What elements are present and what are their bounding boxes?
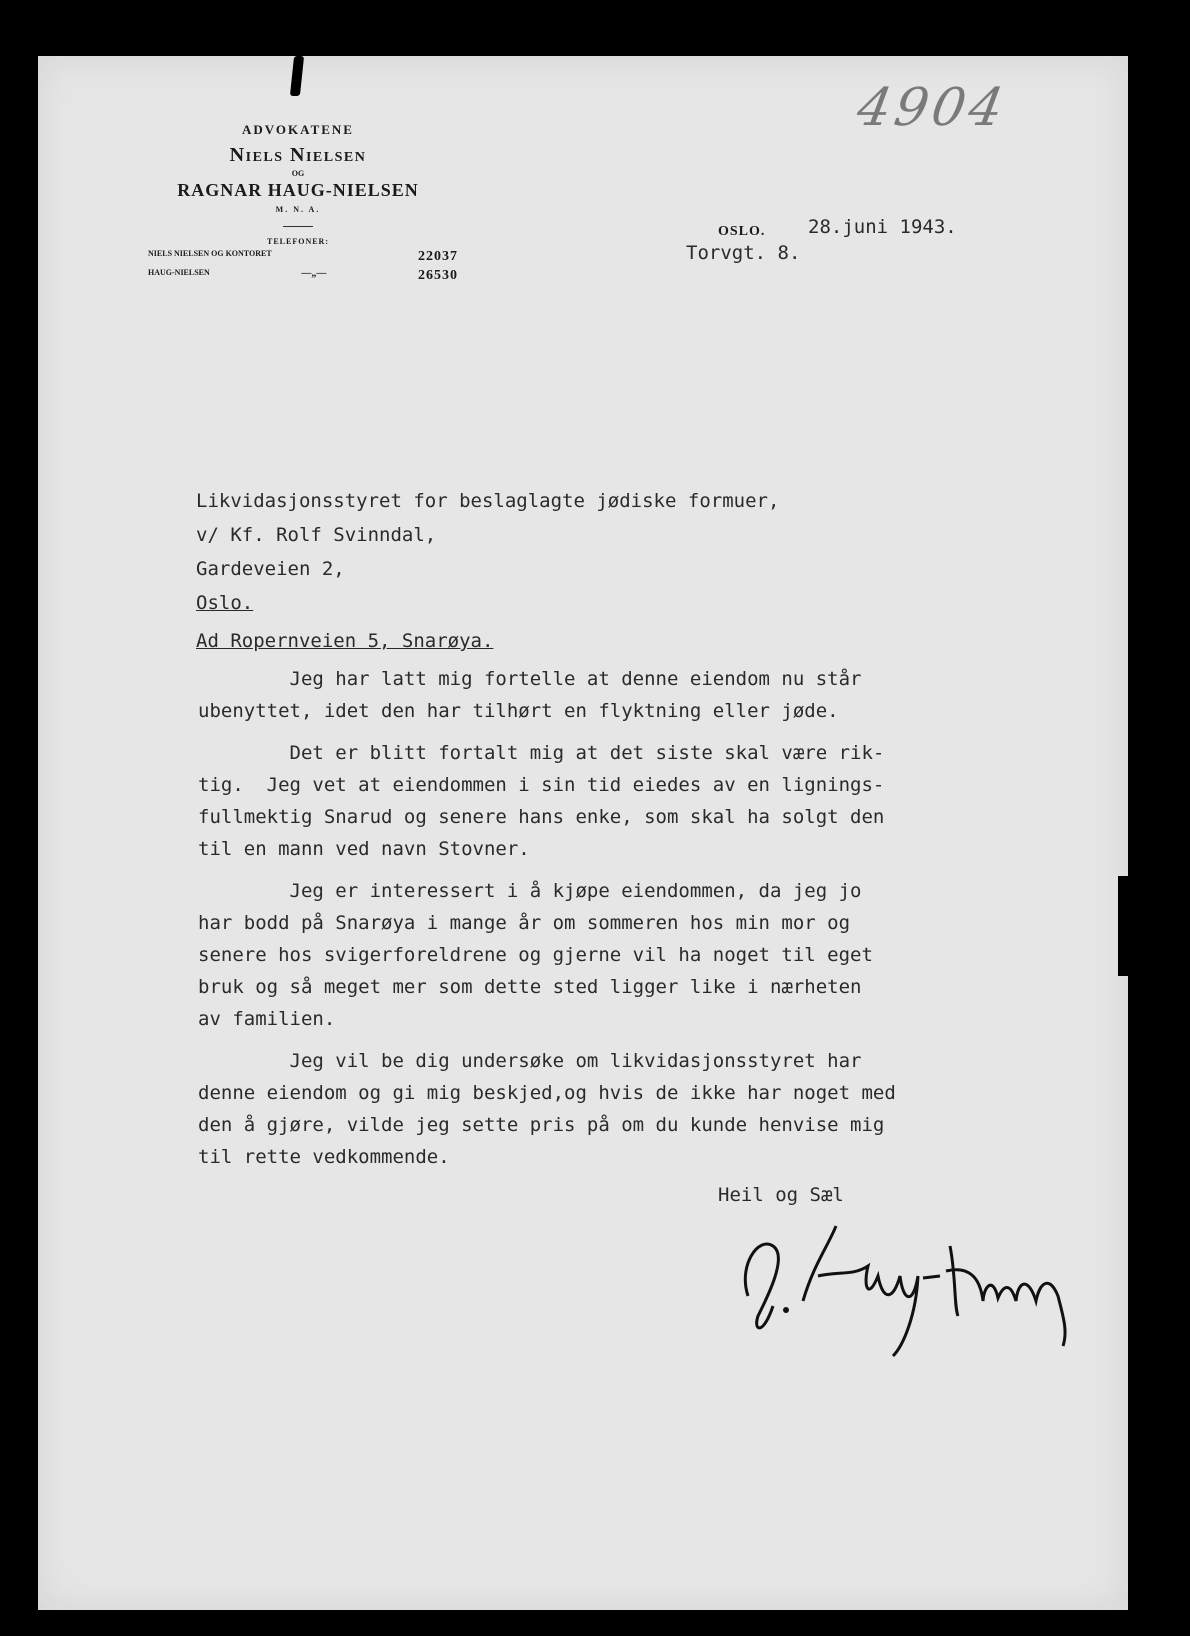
letterhead [128,122,468,284]
binding-mark [290,56,304,96]
body-line: fullmektig Snarud og senere hans enke, som skal ha solgt den [198,806,885,828]
letter-page [38,56,1128,1610]
phone-label: HAUG-NIELSEN [148,268,210,277]
subject-line: Ad Ropernveien 5, Snarøya. [196,630,494,652]
telephones-label: TELEFONER: [266,237,329,246]
body-line: denne eiendom og gi mig beskjed,og hvis de ikke har noget med [198,1082,896,1104]
body-line: har bodd på Snarøya i mange år om sommeren hos min mor og [198,912,851,934]
phone-row [128,249,468,265]
body-line: til rette vedkommende. [198,1146,450,1168]
body-line: senere hos svigerforeldrene og gjerne vil ha noget til eget [198,944,873,966]
body-line: Jeg har latt mig fortelle at denne eiendom nu står [198,668,862,690]
recipient-line: Oslo. [196,592,254,614]
phone-number: 22037 [418,249,458,264]
date: 28.juni 1943. [808,216,957,238]
phone-label: NIELS NIELSEN OG KONTORET [148,249,272,258]
phone-row [128,268,468,284]
body-line: Jeg vil be dig undersøke om likvidasjonsstyret har [198,1050,862,1072]
closing-greeting: Heil og Sæl [718,1184,844,1206]
letterhead-title: M. N. A. [275,205,321,214]
archive-number: 4904 [852,78,1012,138]
body-line: Jeg er interessert i å kjøpe eiendommen, da jeg jo [198,880,862,902]
letterhead-name-1: Niels Nielsen [229,144,367,166]
body-line: av familien. [198,1008,336,1030]
body-line: ubenyttet, idet den har tilhørt en flyktning eller jøde. [198,700,839,722]
body-line: Det er blitt fortalt mig at det siste skal være rik- [198,742,885,764]
phone-ditto: —„— [301,268,327,279]
letterhead-name-2: RAGNAR HAUG-NIELSEN [177,180,419,200]
place: OSLO. [718,224,766,239]
body-line: til en mann ved navn Stovner. [198,838,530,860]
body-line: bruk og så meget mer som dette sted ligger like i nærheten [198,976,862,998]
letterhead-divider [283,226,313,227]
body-line: den å gjøre, vilde jeg sette pris på om du kunde henvise mig [198,1114,885,1136]
recipient-line: Gardeveien 2, [196,558,345,580]
phone-number: 26530 [418,268,458,283]
letterhead-conjunction: OG [291,169,305,178]
letterhead-firm: ADVOKATENE [242,122,354,137]
recipient-line: v/ Kf. Rolf Svinndal, [196,524,437,546]
street-address: Torvgt. 8. [686,242,801,264]
page-notch [1118,876,1128,976]
body-line: tig. Jeg vet at eiendommen i sin tid eiedes av en lignings- [198,774,885,796]
recipient-line: Likvidasjonsstyret for beslaglagte jødiske formuer, [196,490,780,512]
handwritten-signature [718,1206,1098,1366]
